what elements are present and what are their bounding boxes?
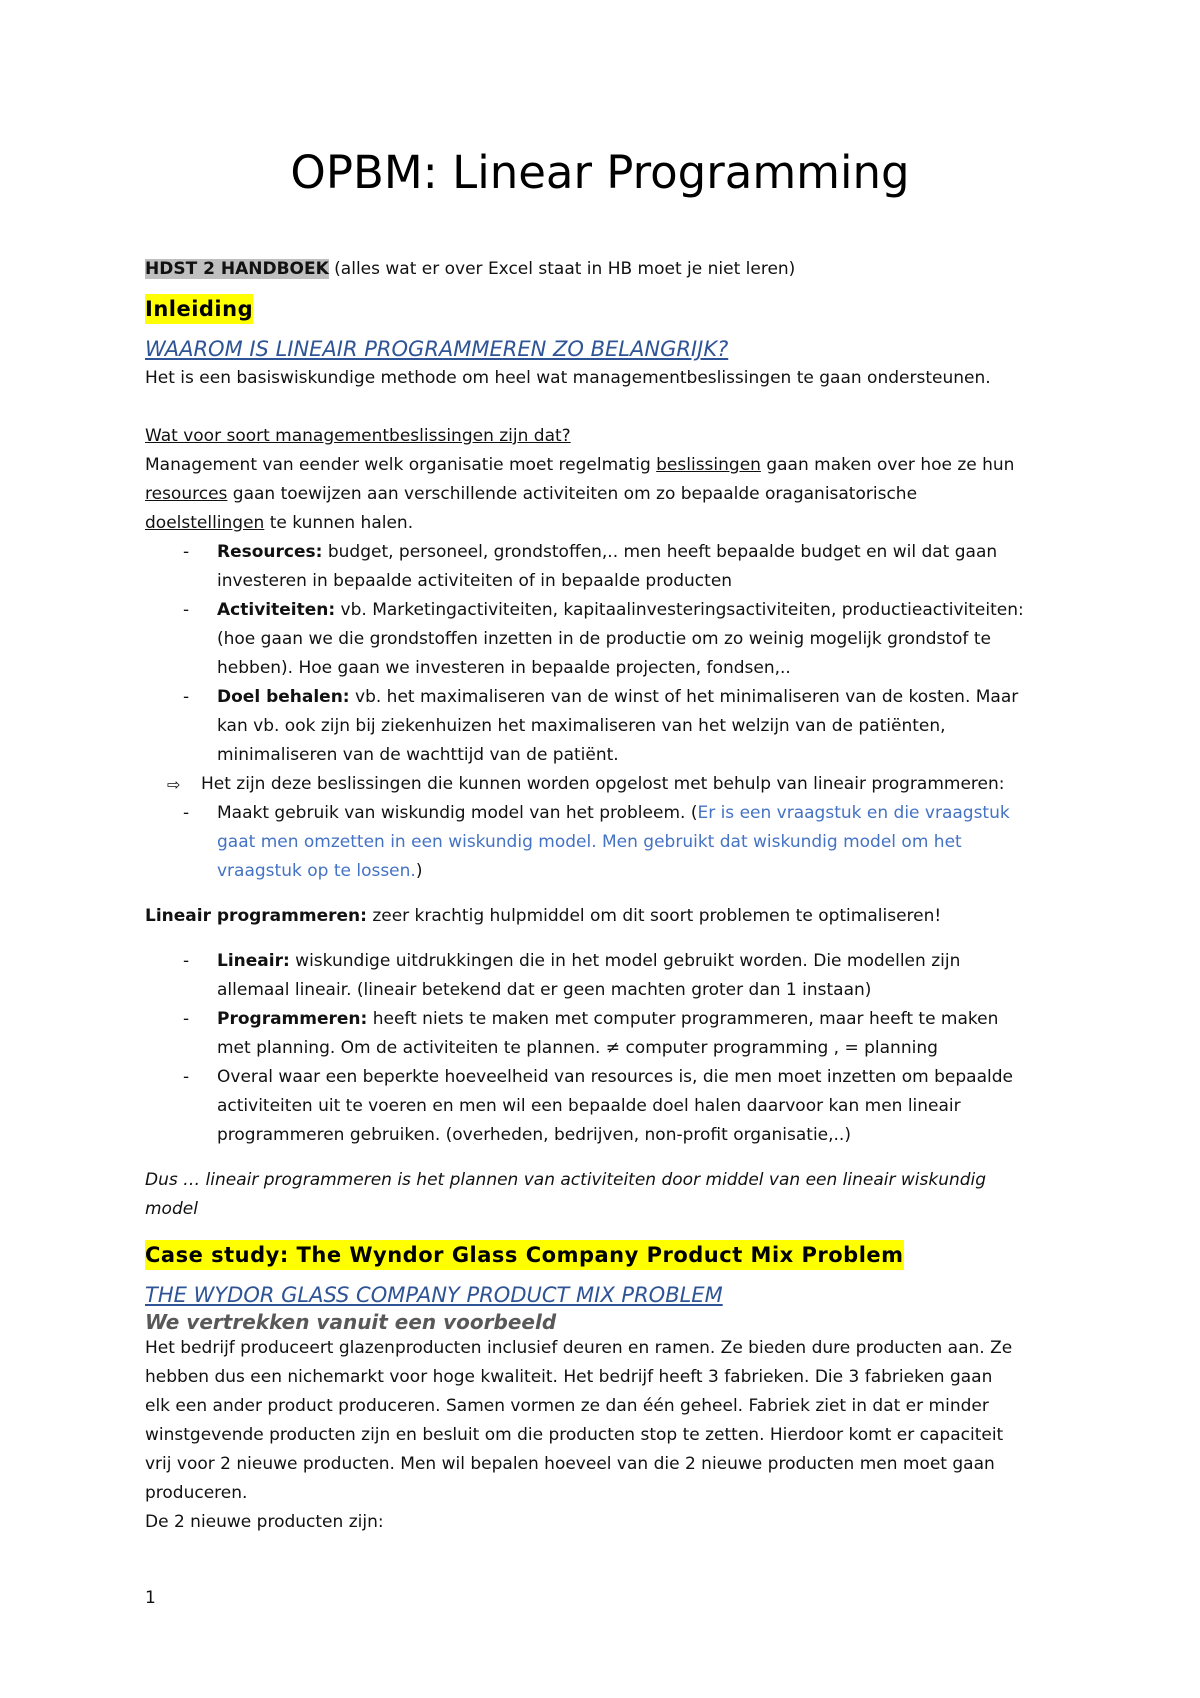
chapter-note: (alles wat er over Excel staat in HB moet je niet leren) <box>328 259 796 279</box>
mgmt-text: gaan toewijzen aan verschillende activiteiten om zo bepaalde oraganisatorische <box>227 484 918 504</box>
intro-heading-row <box>145 294 1065 324</box>
mgmt-line-2 <box>145 480 1065 509</box>
bullet-dash: - <box>183 1009 190 1029</box>
item-term: Lineair: <box>217 951 290 971</box>
case-text-line: hebben dus een nichemarkt voor hoge kwaliteit. Het bedrijf heeft 3 fabrieken. Die 3 fabrieken gaan <box>145 1367 993 1387</box>
bullet-dash: - <box>183 951 190 971</box>
page-number: 1 <box>145 1588 156 1608</box>
case-text-line: elk een ander product produceren. Samen vormen ze dan één geheel. Fabriek ziet in dat er minder <box>145 1396 989 1416</box>
lp-term: Lineair programmeren: <box>145 906 367 926</box>
mgmt-text: te kunnen halen. <box>264 513 414 533</box>
item-text: (hoe gaan we die grondstoffen inzetten in de productie om zo weinig mogelijk grondstof te <box>217 629 991 649</box>
item-text: minimaliseren van de wachttijd van de patiënt. <box>217 745 619 765</box>
item-blue-text: gaat men omzetten in een wiskundig model. Men gebruikt dat wiskundig model om het <box>217 832 962 852</box>
list-item <box>145 1063 1065 1150</box>
case-heading-row <box>145 1240 1065 1270</box>
item-text: Overal waar een beperkte hoeveelheid van resources is, die men moet inzetten om bepaalde <box>217 1067 1013 1087</box>
case-text-line: produceren. <box>145 1483 248 1503</box>
case-heading: Case study: The Wyndor Glass Company Product Mix Problem <box>145 1240 904 1270</box>
item-text: programmeren gebruiken. (overheden, bedrijven, non-profit organisatie,..) <box>217 1125 851 1145</box>
item-term: Programmeren: <box>217 1009 368 1029</box>
item-term: Activiteiten: <box>217 600 336 620</box>
bullet-dash: - <box>183 687 190 707</box>
lp-definition <box>145 902 1065 931</box>
item-text: vb. Marketingactiviteiten, kapitaalinvesteringsactiviteiten, productieactiviteiten: <box>335 600 1024 620</box>
blank-line <box>145 393 1065 422</box>
mgmt-line-3 <box>145 509 1065 538</box>
lp-text: zeer krachtig hulpmiddel om dit soort problemen te optimaliseren! <box>366 906 942 926</box>
list-item <box>145 947 1065 1005</box>
chapter-line <box>145 255 1065 284</box>
arrow-text: Het zijn deze beslissingen die kunnen worden opgelost met behulp van lineair programmeren: <box>201 774 1005 794</box>
new-products-line: De 2 nieuwe producten zijn: <box>145 1512 384 1532</box>
why-heading: WAAROM IS LINEAIR PROGRAMMEREN ZO BELANGRIJK? <box>145 337 729 361</box>
mgmt-underlined: resources <box>145 484 228 504</box>
item-text: vb. het maximaliseren van de winst of het minimaliseren van de kosten. Maar <box>349 687 1019 707</box>
question-line: Wat voor soort managementbeslissingen zijn dat? <box>145 426 571 446</box>
item-blue-text: vraagstuk op te lossen. <box>217 861 416 881</box>
list-item <box>145 596 1065 683</box>
item-text: allemaal lineair. (lineair betekend dat er geen machten groter dan 1 instaan) <box>217 980 872 1000</box>
chapter-label: HDST 2 HANDBOEK <box>145 259 329 279</box>
item-text: hebben). Hoe gaan we investeren in bepaalde projecten, fondsen,.. <box>217 658 791 678</box>
item-term: Doel behalen: <box>217 687 350 707</box>
mgmt-text: Management van eender welk organisatie moet regelmatig <box>145 455 657 475</box>
list-item <box>145 683 1065 770</box>
arrow-right-icon: ⇨ <box>167 775 181 794</box>
item-text: budget, personeel, grondstoffen,.. men heeft bepaalde budget en wil dat gaan <box>322 542 998 562</box>
bullet-dash: - <box>183 1067 190 1087</box>
item-text: Maakt gebruik van wiskundig model van het probleem. ( <box>217 803 698 823</box>
item-blue-text: Er is een vraagstuk en die vraagstuk <box>697 803 1010 823</box>
why-text: Het is een basiswiskundige methode om heel wat managementbeslissingen te gaan ondersteunen. <box>145 368 991 388</box>
item-term: Resources: <box>217 542 323 562</box>
intro-heading: Inleiding <box>145 294 253 324</box>
item-text: investeren in bepaalde activiteiten of in bepaalde producten <box>217 571 733 591</box>
list-item <box>145 799 1065 886</box>
mgmt-underlined: beslissingen <box>656 455 761 475</box>
document-title: OPBM: Linear Programming <box>290 146 910 199</box>
mgmt-underlined: doelstellingen <box>145 513 265 533</box>
conclusion-line-2: model <box>145 1199 198 1219</box>
item-text: met planning. Om de activiteiten te plannen. ≠ computer programming , = planning <box>217 1038 938 1058</box>
item-text: ) <box>415 861 423 881</box>
item-text: heeft niets te maken met computer programmeren, maar heeft te maken <box>367 1009 999 1029</box>
list-item <box>145 538 1065 596</box>
item-text: activiteiten uit te voeren en men wil een bepaalde doel halen daarvoor kan men lineair <box>217 1096 961 1116</box>
bullet-dash: - <box>183 803 190 823</box>
case-text-line: vrij voor 2 nieuwe producten. Men wil bepalen hoeveel van die 2 nieuwe producten men moet gaan <box>145 1454 995 1474</box>
item-text: wiskundige uitdrukkingen die in het model gebruikt worden. Die modellen zijn <box>289 951 961 971</box>
list-item <box>145 1005 1065 1063</box>
case-text-line: winstgevende producten zijn en besluit om die producten stop te zetten. Hierdoor komt er capaciteit <box>145 1425 1004 1445</box>
mgmt-line-1 <box>145 451 1065 480</box>
bullet-dash: - <box>183 542 190 562</box>
conclusion-line-1: Dus … lineair programmeren is het plannen van activiteiten door middel van een lineair wiskundig <box>145 1170 987 1190</box>
example-subheading: We vertrekken vanuit een voorbeeld <box>145 1310 557 1334</box>
mgmt-text: gaan maken over hoe ze hun <box>760 455 1015 475</box>
item-text: kan vb. ook zijn bij ziekenhuizen het maximaliseren van het welzijn van de patiënten, <box>217 716 946 736</box>
bullet-dash: - <box>183 600 190 620</box>
wydor-heading: THE WYDOR GLASS COMPANY PRODUCT MIX PROBLEM <box>145 1283 723 1307</box>
case-text-line: Het bedrijf produceert glazenproducten inclusief deuren en ramen. Ze bieden dure producten aan. Ze <box>145 1338 1013 1358</box>
arrow-item <box>145 770 1065 799</box>
document-body <box>145 255 1065 1537</box>
